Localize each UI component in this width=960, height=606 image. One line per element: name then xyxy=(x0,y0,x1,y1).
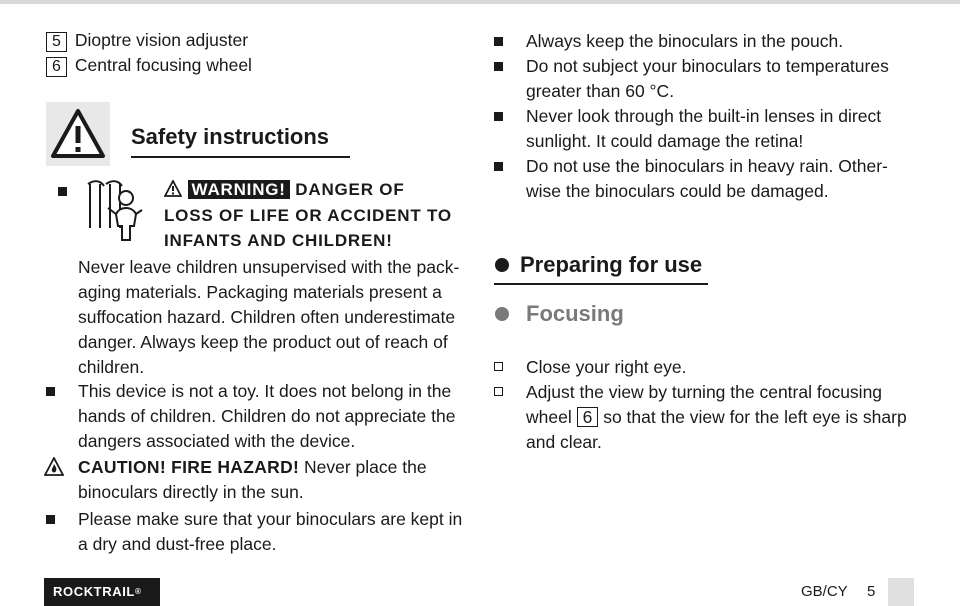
text-line: sunlight. It could damage the retina! xyxy=(526,131,804,151)
section-dot-icon xyxy=(495,307,509,321)
right-bullet-2 xyxy=(526,54,889,104)
child-hazard-icon xyxy=(86,180,144,246)
part-item-5 xyxy=(46,28,248,53)
preparing-title: Preparing for use xyxy=(520,252,703,277)
bullet xyxy=(46,387,55,396)
text-line: and clear. xyxy=(526,432,602,452)
text-line: aging materials. Packaging materials present a xyxy=(78,282,442,302)
text-line: Never look through the built-in lenses in direct xyxy=(526,106,882,126)
danger-heading-line2: LOSS OF LIFE OR ACCIDENT TO xyxy=(164,206,452,225)
danger-head-text: DANGER OF xyxy=(295,180,405,199)
section-dot-icon xyxy=(495,258,509,272)
bullet xyxy=(58,187,67,196)
title-underline xyxy=(494,283,708,285)
text-line: a dry and dust-free place. xyxy=(78,534,277,554)
warning-triangle-icon xyxy=(164,180,182,197)
text-line: children. xyxy=(78,357,145,377)
text-line: wise the binoculars could be damaged. xyxy=(526,181,829,201)
text-line: binoculars directly in the sun. xyxy=(78,482,304,502)
part-number-box: 6 xyxy=(577,407,599,427)
caution-label: CAUTION! FIRE HAZARD! xyxy=(78,457,300,477)
text-line: dangers associated with the device. xyxy=(78,431,356,451)
text-line: greater than 60 °C. xyxy=(526,81,675,101)
checkbox-icon xyxy=(494,387,503,396)
page-number: 5 xyxy=(867,583,876,600)
danger-heading-line1 xyxy=(164,177,405,203)
right-bullet-1 xyxy=(526,29,843,54)
text-line: Do not use the binoculars in heavy rain. Other- xyxy=(526,156,888,176)
right-bullet-3 xyxy=(526,104,881,154)
caution-rest: Never place the xyxy=(299,457,427,477)
brand-text xyxy=(53,584,141,600)
warning-label: WARNING! xyxy=(188,180,290,199)
caution-fire xyxy=(78,455,427,505)
step2-pre: wheel xyxy=(526,407,577,427)
part-number-box: 6 xyxy=(46,57,67,77)
step2-post: so that the view for the left eye is sharp xyxy=(598,407,907,427)
focus-step-1: Close your right eye. xyxy=(526,357,687,377)
text-line-with-ref xyxy=(526,405,907,430)
safety-title: Safety instructions xyxy=(131,124,330,149)
text-line: suffocation hazard. Children often underestimate xyxy=(78,307,456,327)
bullet xyxy=(494,112,503,121)
title-underline xyxy=(131,156,350,158)
text-line: hands of children. Children do not appreciate the xyxy=(78,406,456,426)
brand-name: ROCKTRAIL xyxy=(53,584,135,599)
checkbox-icon xyxy=(494,362,503,371)
dry-storage xyxy=(78,507,462,557)
text-line: Please make sure that your binoculars are kept in xyxy=(78,509,463,529)
danger-heading-line3: INFANTS AND CHILDREN! xyxy=(164,231,393,250)
part-label: Central focusing wheel xyxy=(74,55,252,75)
bullet xyxy=(494,37,503,46)
text-line: Do not subject your binoculars to temperatures xyxy=(526,56,889,76)
brand-logo xyxy=(44,578,160,606)
part-number-box: 5 xyxy=(46,32,67,52)
focus-step-2 xyxy=(526,380,907,455)
caution-line1 xyxy=(78,455,427,480)
text-line: Never leave children unsupervised with the pack- xyxy=(78,257,460,277)
fire-hazard-icon xyxy=(44,457,64,476)
right-bullet-4 xyxy=(526,154,888,204)
warning-triangle-icon xyxy=(46,102,110,166)
part-label: Dioptre vision adjuster xyxy=(74,30,249,50)
text-line: Always keep the binoculars in the pouch. xyxy=(526,31,844,51)
brand-mark: ® xyxy=(134,587,142,596)
part-item-6 xyxy=(46,53,252,78)
bullet xyxy=(494,62,503,71)
warning-icon-box xyxy=(46,102,110,166)
toy-warning xyxy=(78,379,455,454)
danger-body xyxy=(78,255,459,380)
text-line: This device is not a toy. It does not belong in the xyxy=(78,381,452,401)
region-label: GB/CY xyxy=(801,583,848,600)
bullet xyxy=(494,162,503,171)
top-strip xyxy=(0,0,960,4)
page-tab xyxy=(888,578,914,606)
text-line: danger. Always keep the product out of reach of xyxy=(78,332,448,352)
focusing-title: Focusing xyxy=(526,301,624,326)
text-line: Adjust the view by turning the central focusing xyxy=(526,382,883,402)
bullet xyxy=(46,515,55,524)
